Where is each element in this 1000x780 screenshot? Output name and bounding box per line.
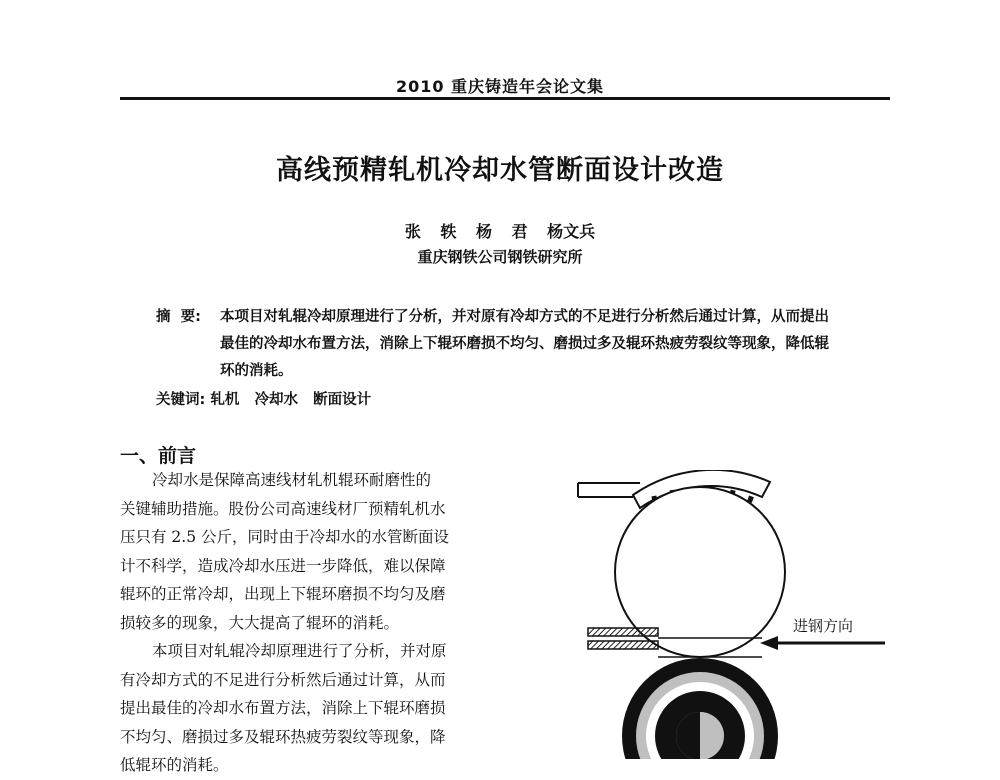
keywords-block [156, 388, 371, 409]
abstract-label: 摘 要: [156, 309, 201, 325]
abstract-line: 环的消耗。 [220, 363, 293, 379]
body-line: 不均匀、磨损过多及辊环热疲劳裂纹等现象，降 [120, 727, 446, 746]
abstract-line: 最佳的冷却水布置方法，消除上下辊环磨损不均匀、磨损过多及辊环热疲劳裂纹等现象，降低辊 [220, 336, 829, 352]
body-line: 提出最佳的冷却水布置方法，消除上下辊环磨损 [120, 699, 446, 717]
header-rule [120, 97, 890, 100]
guide-lower [588, 641, 658, 649]
abstract-line [156, 304, 866, 331]
guide-upper [588, 628, 658, 636]
abstract-block [156, 304, 866, 385]
body-line: 本项目对轧辊冷却原理进行了分析，并对原 [152, 642, 447, 660]
body-line: 冷却水是保障高速线材轧机辊环耐磨性的 [152, 471, 432, 489]
body-line: 压只有 2.5 公斤，同时由于冷却水的水管断面设 [120, 528, 450, 546]
body-line: 低辊环的消耗。 [120, 756, 229, 774]
running-header: 2010 重庆铸造年会论文集 [395, 77, 605, 96]
keywords-label: 关键词: [156, 392, 206, 408]
paper-affiliation: 重庆钢铁公司钢铁研究所 [417, 248, 583, 266]
body-line: 辊环的正常冷却，出现上下辊环磨损不均匀及磨 [120, 585, 446, 603]
body-line: 计不科学，造成冷却水压进一步降低，难以保障 [120, 556, 446, 575]
body-line: 关键辅助措施。股份公司高速线材厂预精轧机水 [120, 499, 446, 518]
body-text [120, 466, 495, 780]
feed-direction-label: 进钢方向 [793, 617, 854, 635]
keywords-text: 轧机 冷却水 断面设计 [210, 392, 372, 408]
paper-title: 高线预精轧机冷却水管断面设计改造 [276, 155, 724, 186]
abstract-text: 本项目对轧辊冷却原理进行了分析，并对原有冷却方式的不足进行分析然后通过计算，从而提出 [220, 309, 829, 325]
section-heading: 一、前言 [120, 445, 197, 467]
paper-authors: 张 轶 杨 君 杨文兵 [404, 222, 596, 241]
body-line: 损较多的现象，大大提高了辊环的消耗。 [120, 613, 400, 632]
direction-arrow-head [760, 636, 778, 650]
body-line: 有冷却方式的不足进行分析然后通过计算，从而 [120, 670, 446, 689]
